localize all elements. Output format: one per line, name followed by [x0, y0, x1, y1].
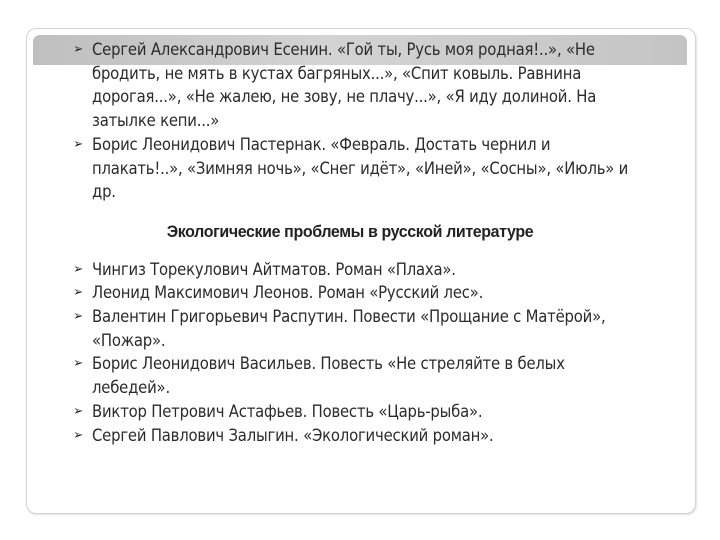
list-item-text: Борис Леонидович Пастернак. «Февраль. Достать чернил и плакать!..», «Зимняя ночь», «Снег идёт», «Иней», «Сосны», «Июль» и др.: [92, 134, 629, 202]
arrow-bullet-icon: ➢: [73, 42, 83, 57]
arrow-bullet-icon: ➢: [73, 356, 83, 372]
arrow-bullet-icon: ➢: [73, 261, 83, 277]
list-item-text: Сергей Павлович Залыгин. «Экологический роман».: [92, 425, 494, 445]
list-item: [70, 38, 630, 133]
list-item: [70, 133, 630, 204]
list-item-text: Чингиз Торекулович Айтматов. Роман «Плаха».: [92, 259, 456, 279]
list-item-text: Валентин Григорьевич Распутин. Повести «Прощание с Матёрой», «Пожар».: [92, 307, 606, 350]
list-item: [70, 424, 630, 448]
list-item-text: Сергей Александрович Есенин. «Гой ты, Русь моя родная!..», «Не бродить, не мять в кустах багряных...», «Спит ковыль. Равнина дорогая...», «Не жалею, не зову, не плачу...», «Я иду долиной. На затылке кепи...»: [92, 40, 597, 131]
arrow-bullet-icon: ➢: [73, 309, 83, 325]
slide-content: [70, 38, 630, 447]
arrow-bullet-icon: ➢: [73, 285, 83, 301]
list-item: [70, 400, 630, 424]
list-item-text: Борис Леонидович Васильев. Повесть «Не стреляйте в белых лебедей».: [92, 354, 565, 398]
authors-list-nature: [70, 38, 630, 204]
arrow-bullet-icon: ➢: [73, 427, 83, 443]
list-item: [70, 352, 630, 399]
arrow-bullet-icon: ➢: [73, 136, 83, 152]
list-item: [70, 305, 630, 352]
list-item: [70, 281, 630, 305]
arrow-bullet-icon: ➢: [73, 403, 83, 419]
authors-list-ecology: [70, 258, 630, 448]
list-item: [70, 258, 630, 282]
section-heading: Экологические проблемы в русской литературе: [166, 221, 534, 241]
list-item-text: Виктор Петрович Астафьев. Повесть «Царь-рыба».: [92, 401, 483, 421]
list-item-text: Леонид Максимович Леонов. Роман «Русский лес».: [92, 283, 484, 303]
